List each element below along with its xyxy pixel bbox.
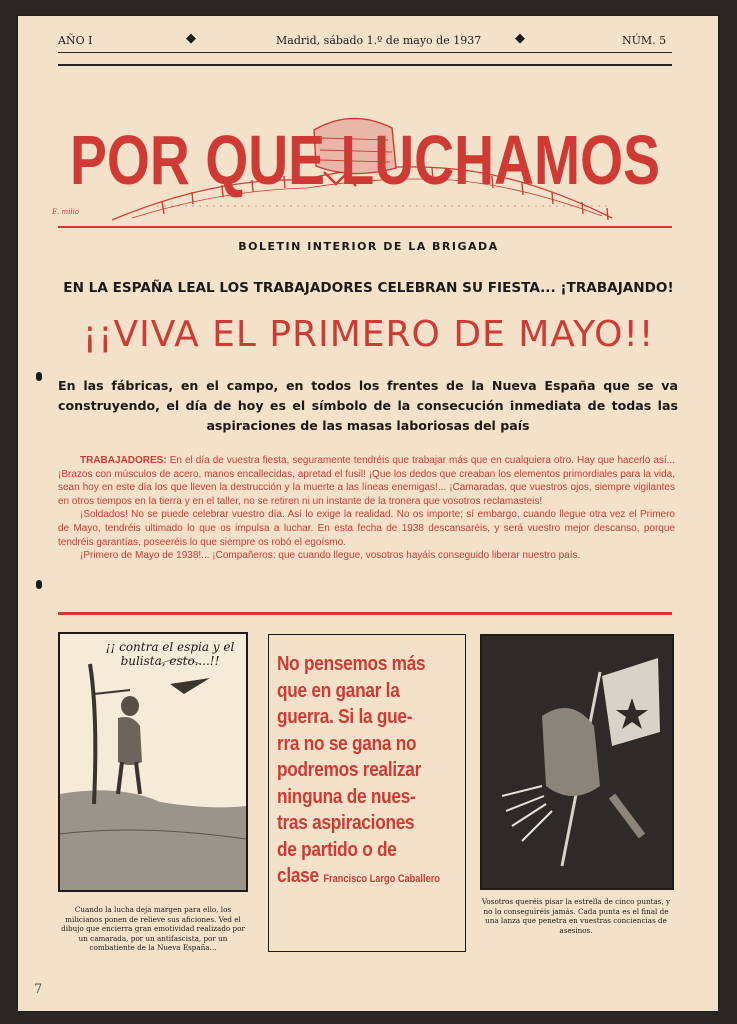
binding-hole — [36, 580, 42, 589]
quote-line — [277, 863, 457, 893]
quote-line: rra no se gana no — [277, 731, 417, 755]
subtitle: BOLETIN INTERIOR DE LA BRIGADA — [238, 240, 499, 253]
diamond-icon: ◆ — [515, 31, 525, 46]
masthead-title: POR QUE LUCHAMOS — [70, 121, 660, 199]
issue-date: Madrid, sábado 1.º de mayo de 1937 — [276, 34, 482, 47]
headline: EN LA ESPAÑA LEAL LOS TRABAJADORES CELEBRAN SU FIESTA... ¡TRABAJANDO! — [63, 280, 674, 296]
article-paragraph: ¡Primero de Mayo de 1938!... ¡Compañeros: que cuando llegue, vosotros hayáis conseguido liberar nuestro país. — [80, 550, 581, 562]
hanged-figure-illustration — [60, 634, 246, 890]
masthead — [52, 68, 682, 228]
section-divider — [58, 612, 672, 615]
year-label: AÑO I — [58, 34, 93, 47]
cartoon-speech: ¡¡ contra el espia y el bulista, esto....!! — [105, 640, 235, 668]
right-cartoon-caption: Vosotros queréis pisar la estrella de cinco puntas, y no lo conseguiréis jamás. Cada punta es el final de una lanza que penetra en vuestras conciencias de asesinos. — [481, 897, 671, 935]
header-rule — [58, 52, 672, 53]
binding-hole — [36, 372, 42, 381]
article-paragraph — [58, 454, 675, 508]
quote-line: de partido o de — [277, 837, 397, 861]
quote-line: que en ganar la — [277, 678, 400, 702]
left-cartoon-caption: Cuando la lucha deja margen para ello, los milicianos ponen de relieve sus aficiones. Ved el dibujo que encierra gran emotividad realizado por un camarada, por un antifascista, por un combatiente de la Nueva España... — [61, 905, 245, 952]
lead-paragraph: En las fábricas, en el campo, en todos los frentes de la Nueva España que se va construyendo, el día de hoy es el símbolo de la consecución inmediata de todas las aspiraciones de las masas laboriosas del país — [58, 378, 678, 433]
quote-author: Francisco Largo Caballero — [323, 873, 440, 885]
quote-text — [277, 651, 457, 893]
article-body — [58, 454, 675, 563]
quote-line: No pensemos más — [277, 652, 426, 675]
masthead-signature: E. milio — [52, 208, 80, 216]
quote-box — [268, 634, 466, 952]
issue-number: NÚM. 5 — [622, 34, 667, 47]
quote-line: podremos realizar — [277, 758, 422, 781]
header-rule — [58, 64, 672, 66]
quote-line-end: clase — [277, 864, 319, 887]
right-cartoon — [480, 634, 674, 890]
article-paragraph-text: En el día de vuestra fiesta, seguramente tendréis que trabajar más que en cualquiera otro. Hay que hacerlo así... ¡Brazos con músculos de acero, manos encallecidas, apretad el fusil! ¡Que los dedos que creaban los elementos primordiales para la vida, sean hoy en este día los que lleven la destrucción y la muerte a las líneas enemigas!... ¡Camaradas, que vuestros ojos, siempre vigilantes en otros tiempos en la tierra y en el taller, no se retiren ni un instante de la tronera que vosotros reclamasteis! — [58, 455, 675, 507]
quote-line: guerra. Si la gue- — [277, 705, 413, 728]
diamond-icon: ◆ — [186, 31, 196, 46]
article-paragraph-lead: TRABAJADORES: — [80, 455, 167, 466]
masthead-rule — [58, 226, 672, 228]
star-flag-illustration — [482, 636, 672, 888]
header-line — [38, 30, 673, 52]
quote-line: tras aspiraciones — [277, 811, 415, 834]
main-headline: ¡¡VIVA EL PRIMERO DE MAYO!! — [82, 314, 655, 355]
quote-line: ninguna de nues- — [277, 784, 416, 808]
left-cartoon — [58, 632, 248, 892]
article-paragraph: ¡Soldados! No se puede celebrar vuestro día. Así lo exige la realidad. No os importe; sí embargo, cuando llegue otra vez el Primero de Mayo, tendréis ultimado lo que os impulsa a luchar. En esta fecha de 1938 descansaréis, y será vuestro mejor descanso, porque tendréis garantías, poseeréis lo que siempre os robó el egoísmo. — [58, 509, 675, 548]
margin-note: 7 — [34, 982, 43, 997]
